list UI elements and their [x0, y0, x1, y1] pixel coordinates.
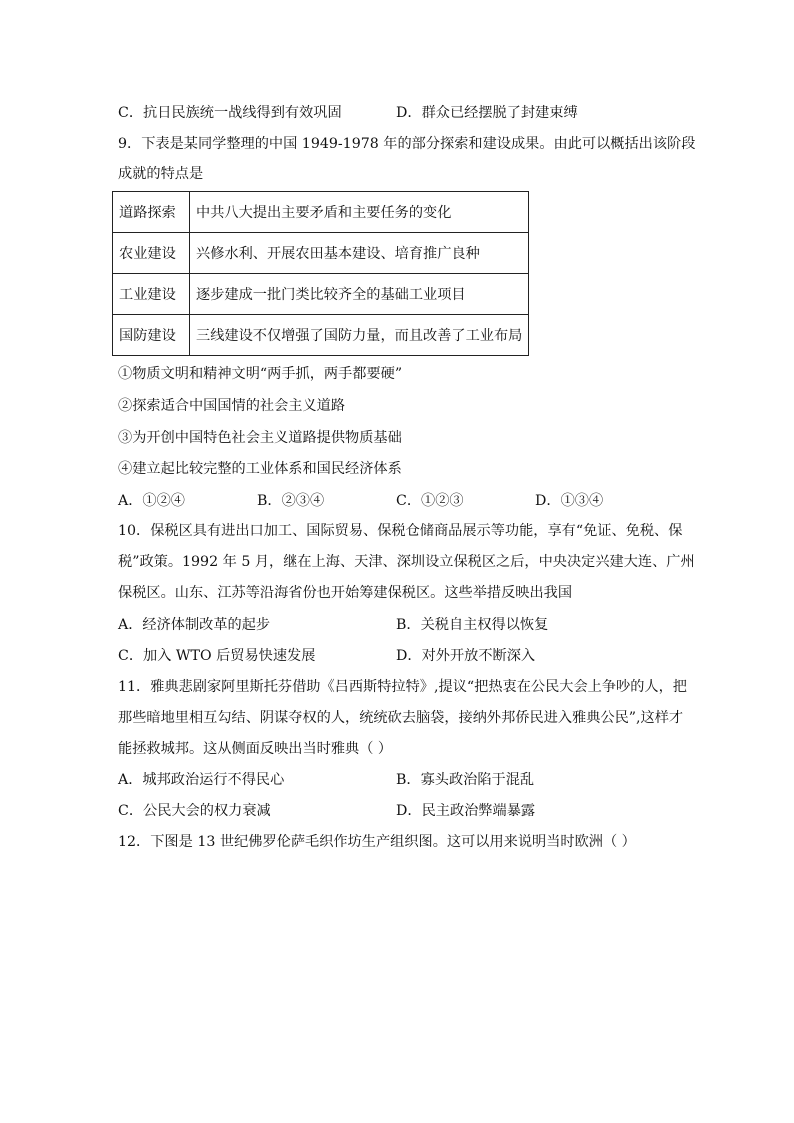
q9-stem-line-1: 9．下表是某同学整理的中国 1949-1978 年的部分探索和建设成果。由此可以概括出该阶段	[118, 136, 696, 152]
q10-option-d: D．对外开放不断深入	[396, 648, 536, 664]
q9-statement-1: ①物质文明和精神文明“两手抓，两手都要硬”	[118, 366, 403, 382]
q10-stem-line-2: 税”政策。1992 年 5 月，继在上海、天津、深圳设立保税区之后，中央决定兴建大连、广州	[118, 554, 695, 570]
q11-option-a: A．城邦政治运行不得民心	[118, 772, 285, 788]
q12-stem-line-1: 12．下图是 13 世纪佛罗伦萨毛织作坊生产组织图。这可以用来说明当时欧洲（ ）	[118, 834, 636, 850]
table-cell-content: 兴修水利、开展农田基本建设、培育推广良种	[190, 233, 529, 274]
table-cell-category: 国防建设	[113, 315, 190, 356]
table-cell-content: 逐步建成一批门类比较齐全的基础工业项目	[190, 274, 529, 315]
table-cell-category: 农业建设	[113, 233, 190, 274]
q9-stem-line-2: 成就的特点是	[118, 166, 204, 182]
table-cell-category: 工业建设	[113, 274, 190, 315]
q10-stem-line-3: 保税区。山东、江苏等沿海省份也开始筹建保税区。这些举措反映出我国	[118, 585, 573, 601]
q9-option-c: C．①②③	[396, 493, 464, 509]
q8-option-c: C．抗日民族统一战线得到有效巩固	[118, 105, 342, 121]
q10-option-b: B．关税自主权得以恢复	[396, 617, 549, 633]
table-row	[113, 315, 529, 356]
q10-option-a: A．经济体制改革的起步	[118, 617, 271, 633]
q10-option-c: C．加入 WTO 后贸易快速发展	[118, 648, 316, 664]
q11-stem-line-3: 能拯救城邦。这从侧面反映出当时雅典（ ）	[118, 741, 393, 757]
table-row	[113, 192, 529, 233]
q11-option-b: B．寡头政治陷于混乱	[396, 772, 535, 788]
table-cell-category: 道路探索	[113, 192, 190, 233]
table-cell-content: 中共八大提出主要矛盾和主要任务的变化	[190, 192, 529, 233]
q9-statement-4: ④建立起比较完整的工业体系和国民经济体系	[118, 461, 402, 477]
table-row	[113, 274, 529, 315]
q9-option-d: D．①③④	[535, 493, 604, 509]
q11-stem-line-2: 那些暗地里相互勾结、阴谋夺权的人，统统砍去脑袋，接纳外邦侨民进入雅典公民”,这样才	[118, 710, 684, 726]
achievements-table	[112, 191, 529, 356]
q11-option-c: C．公民大会的权力衰减	[118, 803, 271, 819]
q11-option-d: D．民主政治弊端暴露	[396, 803, 536, 819]
q10-stem-line-1: 10．保税区具有进出口加工、国际贸易、保税仓储商品展示等功能，享有“免证、免税、保	[118, 523, 683, 539]
q8-option-d: D．群众已经摆脱了封建束缚	[396, 105, 578, 121]
q9-statement-3: ③为开创中国特色社会主义道路提供物质基础	[118, 430, 402, 446]
q9-option-a: A．①②④	[118, 493, 185, 509]
q11-stem-line-1: 11．雅典悲剧家阿里斯托芬借助《吕西斯特拉特》,提议“把热衷在公民大会上争吵的人，把	[118, 679, 687, 695]
table-cell-content: 三线建设不仅增强了国防力量，而且改善了工业布局	[190, 315, 529, 356]
table-row	[113, 233, 529, 274]
q9-statement-2: ②探索适合中国国情的社会主义道路	[118, 398, 346, 414]
q9-option-b: B．②③④	[257, 493, 325, 509]
